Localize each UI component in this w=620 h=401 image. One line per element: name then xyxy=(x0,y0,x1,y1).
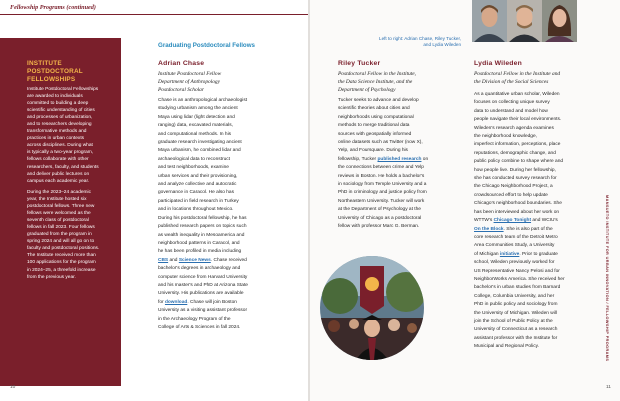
headshot-wileden xyxy=(542,0,577,42)
fellow-name-chase: Adrian Chase xyxy=(158,60,205,67)
headshot-tucker xyxy=(507,0,542,42)
page-number-right: 11 xyxy=(606,385,611,390)
sidebar-title xyxy=(27,60,117,85)
fellow-name-wileden: Lydia Wileden xyxy=(474,60,522,67)
sidebar-paragraph-1: Institute Postdoctoral Fellowships are awarded to individuals committed to building a deep scientific understanding of cities and processes of urbanization, and to researchers developing transformative methods and practices in urban contexts across disciplines. During what is typically a two-year program, fellows collaborate with other researchers, faculty, and students and deliver public lectures on campus each academic year. xyxy=(27,87,99,184)
section-title: Graduating Postdoctoral Fellows xyxy=(158,42,255,49)
fellow-bio-tucker: Tucker seeks to advance and develop scientific theories about cities and neighborhoods using computational methods to merge traditional data sources with geospatially informed online datasets such as Twitter (now X), Yelp, and Foursquare. During his fellowship, Tucker published research on the connections between crime and Yelp reviews in Boston. He holds a bachelor's in sociology from Temple University and a PhD in criminology and justice policy from Northeastern University. Tucker will work at the Department of Psychology at the University of Chicago as a postdoctoral fellow with professor Marc G. Berman. xyxy=(338,98,429,230)
initiative-link[interactable]: initiative xyxy=(499,251,520,257)
headshot-chase xyxy=(472,0,507,42)
photo-caption: Left to right: Adrian Chase, Riley Tucker, and Lydia Wileden xyxy=(379,36,461,48)
fellow-role-wileden: Postdoctoral Fellow in the Institute and the Division of the Social Sciences xyxy=(474,71,561,85)
fellow-bio-chase: Chase is an anthropological archaeologist studying urbanism among the ancient Maya using lidar (light detection and ranging) data, excavated materials, and computational methods. In his graduate research investigating ancient Maya urbanism, he combined lidar and archaeological data to reconstruct and test neighborhoods, examine urban services and their provisioning, and analyze collective and autocratic governance in Caracol. He also has participated in field research in Turkey and in locations throughout Mexico. During his postdoctoral fellowship, he has published research papers on topics such as wealth inequality in Mesoamerica and neighborhood patterns in Caracol, and he has been profiled in media including CBS and Science News. Chase received bachelor's degrees in archaeology and computer science from Harvard University and his master's and PhD at Arizona State University. His publications are available for download. Chase will join Boston University as a visiting assistant professor in the Archaeology Program of the College of Arts & Sciences in fall 2024. xyxy=(158,98,248,330)
fellow-role-chase: Institute Postdoctoral Fellow Department of Anthropology Postdoctoral Scholar xyxy=(158,71,222,93)
fellow-name-tucker: Riley Tucker xyxy=(338,60,381,67)
science-news-link[interactable]: Science News xyxy=(178,257,211,263)
published-research-link[interactable]: published research xyxy=(377,156,422,162)
sidebar-paragraph-2: During the 2023–24 academic year, the Institute hosted six postdoctoral fellows. Three new fellows were welcomed as the seventh class of postdoctoral fellows in fall 2023. Four fellows graduated from the program in spring 2024 and will all go on to faculty and postdoctoral positions. The Institute received more than 100 applications for the program in 2024–25, a threefold increase from the previous year. xyxy=(27,190,100,280)
page-number-left: 10 xyxy=(10,385,16,390)
vertical-running-title: MANSUETO INSTITUTE FOR URBAN INNOVATION / FELLOWSHIP PROGRAMS xyxy=(605,195,609,362)
header-rule xyxy=(0,14,308,15)
running-header: Fellowship Programs (continued) xyxy=(10,4,96,11)
sidebar-panel xyxy=(0,38,121,386)
fellow-role-tucker: Postdoctoral Fellow in the Institute, the Data Science Institute, and the Department of Psychology xyxy=(338,71,417,93)
sidebar-title-line: INSTITUTE xyxy=(27,60,62,67)
download-link[interactable]: download xyxy=(164,299,188,305)
on-the-block-link[interactable]: On the Block xyxy=(474,226,504,232)
cbs-link[interactable]: CBS xyxy=(158,257,169,263)
fellow-bio-wileden: As a quantitative urban scholar, Wileden focuses on collecting unique survey data to understand and model how people navigate their local environments. Wileden's research agenda examines the neighborhood knowledge, imperfect information, perceptions, place reputations, demographic change, and public policy combine to shape where and how people live. During her fellowship, she has conducted survey research for the Chicago Neighborhood Project, a crowdsourced effort to help update Chicago's neighborhood boundaries. She has been interviewed about her work on WTTW's Chicago Tonight and WCIU's On the Block. She is also part of the core research team of the Detroit Metro Area Communities Study, a University of Michigan initiative. Prior to graduate school, Wileden previously worked for US Representative Nancy Pelosi and for NeighborWorks America. She received her bachelor's in urban studies from Barnard College, Columbia University, and her PhD in public policy and sociology from the University of Michigan. Wileden will join the School of Public Policy at the University of Connecticut as a research assistant professor with the Institute for Municipal and Regional Policy. xyxy=(474,92,565,350)
sidebar-title-line: FELLOWSHIPS xyxy=(27,76,76,84)
graduation-photo xyxy=(320,256,424,360)
sidebar-title-line: POSTDOCTORAL xyxy=(27,68,83,76)
chicago-tonight-link[interactable]: Chicago Tonight xyxy=(493,218,532,224)
left-page xyxy=(0,0,308,401)
